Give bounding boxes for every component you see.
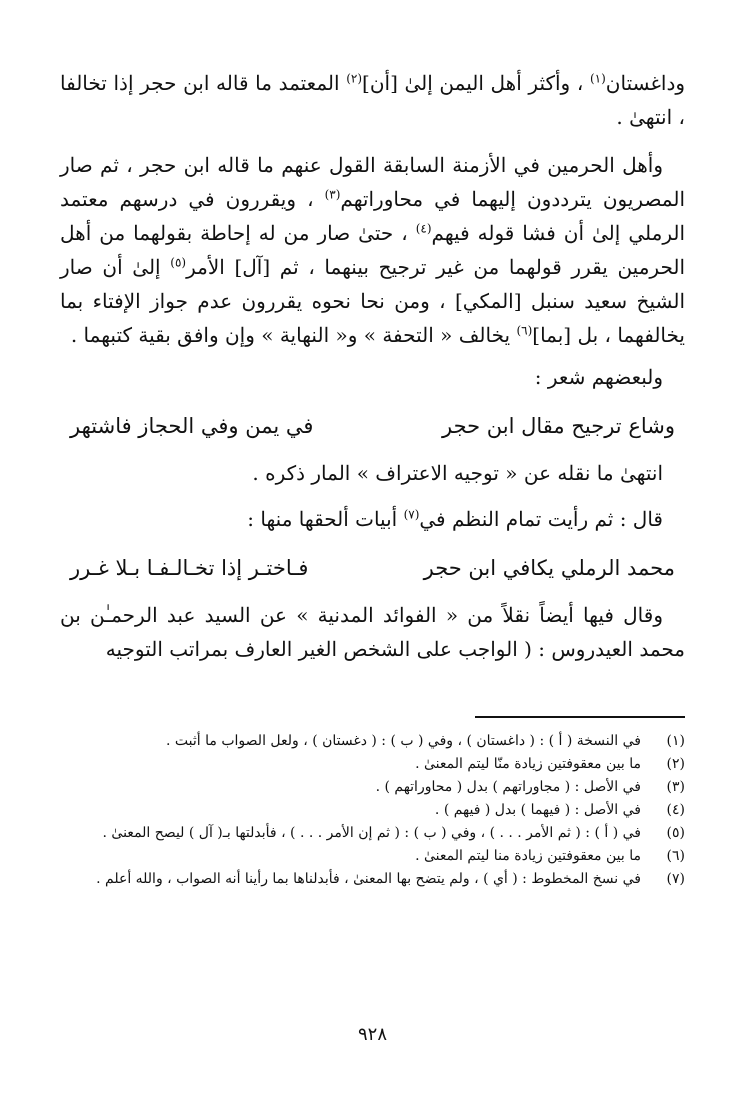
verse-2 [60, 550, 685, 586]
footnote-ref-6[interactable]: (٦) [516, 323, 533, 338]
footnote-number: (١) [666, 733, 685, 749]
paragraph-2 [60, 148, 685, 352]
footnote-text: في النسخة ( أ ) : ( داغستان ) ، وفي ( ب ) : ( دغستان ) ، ولعل الصواب ما أثبت . [166, 733, 641, 749]
paragraph-5 [60, 502, 685, 536]
verse-1 [60, 408, 685, 444]
footnote-text: في الأصل : ( مجاوراتهم ) بدل ( محاوراتهم ) . [375, 779, 641, 795]
paragraph-2-text-e: يخالف « التحفة » و« النهاية » وإن وافق بقية كتبهما . [70, 323, 511, 347]
footnote-3 [60, 776, 685, 799]
paragraph-6: وقال فيها أيضاً نقلاً من « الفوائد المدنية » عن السيد عبد الرحمـٰن بن محمد العيدروس : ( الواجب على الشخص الغير العارف بمراتب التوجيه [60, 603, 685, 661]
footnote-7 [60, 868, 685, 891]
paragraph-5-text-a: قال : ثم رأيت تمام النظم في [419, 507, 663, 531]
footnote-number: (٤) [666, 802, 685, 818]
paragraph-2-text-a: وأهل الحرمين في الأزمنة السابقة القول عنهم ما قاله ابن حجر ، ثم صار المصريون يترددون إليهما في محاوراتهم [60, 153, 686, 211]
paragraph-1-text-a: وداغستان [605, 71, 686, 95]
footnote-2 [60, 753, 685, 776]
paragraph-1 [60, 66, 685, 134]
poetry-intro: ولبعضهم شعر : [534, 365, 663, 389]
footnote-1 [60, 730, 685, 753]
paragraph-2-text-d: إلىٰ أن صار الشيخ سعيد سنبل [المكي] ، ومن نحا نحوه يقررون عدم جواز الإفتاء بما يخالفهما ، بل [بما] [60, 255, 685, 347]
footnote-ref-7[interactable]: (٧) [403, 507, 420, 522]
paragraph-2-text-b: ، ويقررون في درسهم معتمد الرملي إلىٰ أن فشا قوله فيهم [60, 187, 686, 245]
verse-2-first-hemistich: محمد الرملي يكافي ابن حجر [423, 556, 675, 580]
footnotes [60, 730, 685, 891]
paragraph-5-text-b: أبيات ألحقها منها : [247, 507, 398, 531]
footnote-ref-5[interactable]: (٥) [170, 255, 187, 270]
footnote-number: (٣) [666, 779, 685, 795]
footnote-6 [60, 845, 685, 868]
paragraph-1-text-b: ، وأكثر أهل اليمن إلىٰ [أن] [362, 71, 584, 95]
footnote-number: (٥) [666, 825, 685, 841]
main-text [60, 66, 685, 666]
footnote-number: (٧) [666, 871, 685, 887]
footnote-ref-3[interactable]: (٣) [324, 187, 341, 202]
footnote-text: في نسخ المخطوط : ( أي ) ، ولم يتضح بها المعنىٰ ، فأبدلناها بما رأينا أنه الصواب ، والله أعلم . [96, 871, 641, 887]
footnote-text: ما بين معقوفتين زيادة منا ليتم المعنىٰ . [415, 848, 641, 864]
footnote-ref-1[interactable]: (١) [589, 71, 606, 86]
paragraph-4: انتهىٰ ما نقله عن « توجيه الاعتراف » المار ذكره . [252, 461, 663, 485]
verse-2-second-hemistich: فـاختـر إذا تخـالـفـا بـلا غـرر [70, 556, 309, 580]
footnote-text: ما بين معقوفتين زيادة منّا ليتم المعنىٰ . [415, 756, 641, 772]
footnote-4 [60, 799, 685, 822]
footnote-number: (٢) [666, 756, 685, 772]
paragraph-1-text-c: المعتمد ما قاله ابن حجر إذا تخالفا ، انتهىٰ . [60, 71, 685, 129]
footnote-text: في الأصل : ( فيهما ) بدل ( فيهم ) . [434, 802, 641, 818]
footnote-number: (٦) [666, 848, 685, 864]
footnote-ref-4[interactable]: (٤) [415, 221, 432, 236]
page-number: ٩٢٨ [357, 1024, 387, 1045]
footnote-ref-2[interactable]: (٢) [346, 71, 363, 86]
footnote-text: في ( أ ) : ( ثم الأمر . . . ) ، وفي ( ب ) : ( ثم إن الأمر . . . ) ، فأبدلتها بـ( آل ) ليصح المعنىٰ . [102, 825, 641, 841]
verse-1-first-hemistich: وشاع ترجيح مقال ابن حجر [442, 414, 675, 438]
verse-1-second-hemistich: في يمن وفي الحجاز فاشتهر [70, 414, 314, 438]
footnote-5 [60, 822, 685, 845]
paragraph-2-text-c: ، حتىٰ صار من له إحاطة بقولهما من أهل الحرمين يقرر قولهما من غير ترجيح بينهما ، ثم [آل] الأمر [60, 221, 686, 279]
footnote-divider [475, 716, 685, 718]
